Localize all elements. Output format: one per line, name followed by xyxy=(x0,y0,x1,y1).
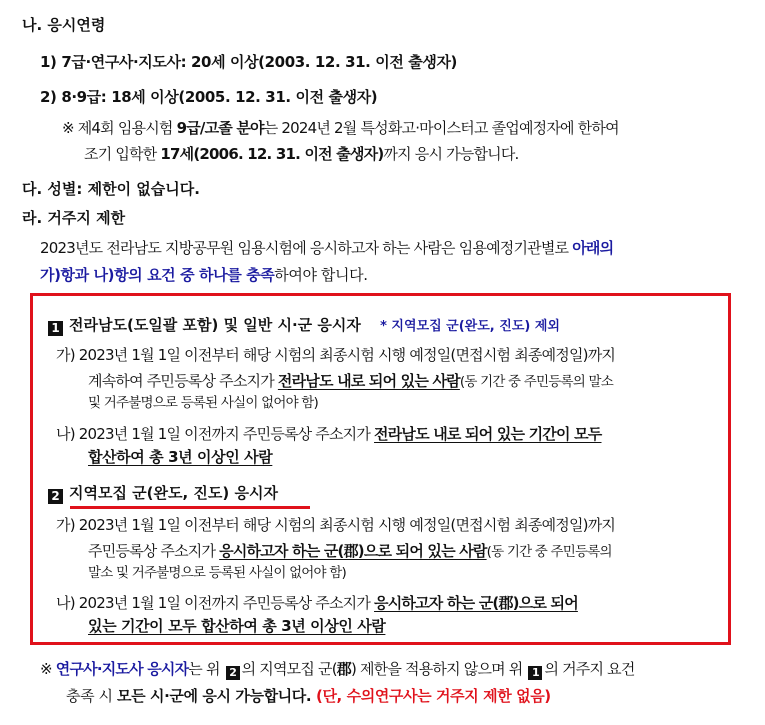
residence-intro-line-2 xyxy=(40,264,368,286)
item2-na-emphasis: 응시하고자 하는 군(郡)으로 되어 xyxy=(374,594,578,612)
item1-na-line-2: 합산하여 총 3년 이상인 사람 xyxy=(88,448,273,466)
age-note-bold: 9급/고졸 분야 xyxy=(176,119,264,137)
item1-na-text: 나) 2023년 1월 1일 이전까지 주민등록상 주소지가 xyxy=(56,425,375,443)
item1-note: * 지역모집 군(완도, 진도) 제외 xyxy=(380,319,560,334)
item1-ga-text: 계속하여 주민등록상 주소지가 xyxy=(88,372,278,390)
item2-title: 지역모집 군(완도, 진도) 응시자 xyxy=(69,484,278,502)
section-na-heading: 나. 응시연령 xyxy=(22,16,106,34)
item2-ga-line-3: 말소 및 거주불명으로 등록된 사실이 없어야 함) xyxy=(88,565,346,581)
footer-note-line-2 xyxy=(66,685,551,707)
footer-note-researcher: 연구사·지도사 응시자 xyxy=(55,660,189,678)
item2-heading xyxy=(48,482,278,504)
number-1-square-icon-ref: 1 xyxy=(528,666,542,680)
footer-note2-red: (단, 수의연구사는 거주지 제한 없음) xyxy=(311,687,551,705)
residence-intro-text: 2023년도 전라남도 지방공무원 임용시험에 응시하고자 하는 사람은 임용예정기관별로 xyxy=(40,239,573,257)
item1-ga-paren: (동 기간 중 주민등록의 말소 xyxy=(459,374,613,390)
item1-title: 전라남도(도일괄 포함) 및 일반 시·군 응시자 xyxy=(69,316,361,334)
residence-intro-end: 하여야 합니다. xyxy=(274,266,368,284)
item2-na-text: 나) 2023년 1월 1일 이전까지 주민등록상 주소지가 xyxy=(56,594,375,612)
item1-ga-emphasis: 전라남도 내로 되어 있는 사람 xyxy=(277,372,460,390)
item2-na-line-1 xyxy=(56,592,578,614)
number-2-square-icon-ref: 2 xyxy=(226,666,240,680)
age-note2-suffix: 까지 응시 가능합니다. xyxy=(383,145,519,163)
age-requirement-1: 1) 7급·연구사·지도사: 20세 이상(2003. 12. 31. 이전 출생자) xyxy=(40,53,458,71)
age-note2-bold: 17세(2006. 12. 31. 이전 출생자) xyxy=(160,145,384,163)
item2-ga-text: 주민등록상 주소지가 xyxy=(88,542,220,560)
section-ra-heading: 라. 거주지 제한 xyxy=(22,209,126,227)
footer-note-suffix: 의 거주지 요건 xyxy=(544,660,635,678)
item2-na-line-2: 있는 기간이 모두 합산하여 총 3년 이상인 사람 xyxy=(88,617,386,635)
age-note2-prefix: 조기 입학한 xyxy=(84,145,161,163)
item1-na-line-1 xyxy=(56,423,602,445)
number-1-square-icon: 1 xyxy=(48,321,63,336)
residence-intro-requirement: 가)항과 나)항의 요건 중 하나를 충족 xyxy=(40,266,275,284)
item1-ga-line-1: 가) 2023년 1월 1일 이전부터 해당 시험의 최종시험 시행 예정일(면접시험 최종예정일)까지 xyxy=(56,346,616,364)
footer-note2-bold: 모든 시·군에 응시 가능합니다. xyxy=(117,687,312,705)
item2-title-red-underline xyxy=(70,506,310,509)
footer-note2-prefix: 충족 시 xyxy=(66,687,118,705)
age-requirement-2: 2) 8·9급: 18세 이상(2005. 12. 31. 이전 출생자) xyxy=(40,88,378,106)
age-note-line-1 xyxy=(62,117,619,139)
item2-ga-paren: (동 기간 중 주민등록의 xyxy=(486,544,612,560)
item2-ga-line-2 xyxy=(88,540,612,563)
residence-intro-line-1 xyxy=(40,237,613,259)
number-2-square-icon: 2 xyxy=(48,489,63,504)
item1-ga-line-2 xyxy=(88,370,613,393)
item2-ga-line-1: 가) 2023년 1월 1일 이전부터 해당 시험의 최종시험 시행 예정일(면접시험 최종예정일)까지 xyxy=(56,516,616,534)
footer-note-gun: 郡 xyxy=(336,660,351,678)
age-note-prefix: ※ 제4회 임용시험 xyxy=(62,119,177,137)
item1-na-emphasis: 전라남도 내로 되어 있는 기간이 모두 xyxy=(374,425,602,443)
section-da-heading: 다. 성별: 제한이 없습니다. xyxy=(22,180,200,198)
item1-ga-line-3: 및 거주불명으로 등록된 사실이 없어야 함) xyxy=(88,395,319,411)
footer-note-mid3: ) 제한을 적용하지 않으며 위 xyxy=(350,660,527,678)
residence-intro-blue: 아래의 xyxy=(572,239,614,257)
footer-note-mid1: 는 위 xyxy=(188,660,224,678)
item2-ga-emphasis: 응시하고자 하는 군(郡)으로 되어 있는 사람 xyxy=(219,542,487,560)
footer-note-mid2: 의 지역모집 군( xyxy=(241,660,337,678)
age-note-line-2 xyxy=(84,143,519,165)
age-note-suffix: 는 2024년 2월 특성화고·마이스터고 졸업예정자에 한하여 xyxy=(263,119,619,137)
item1-heading xyxy=(48,314,560,338)
footer-note-prefix: ※ xyxy=(40,660,56,678)
footer-note-line-1 xyxy=(40,658,635,680)
